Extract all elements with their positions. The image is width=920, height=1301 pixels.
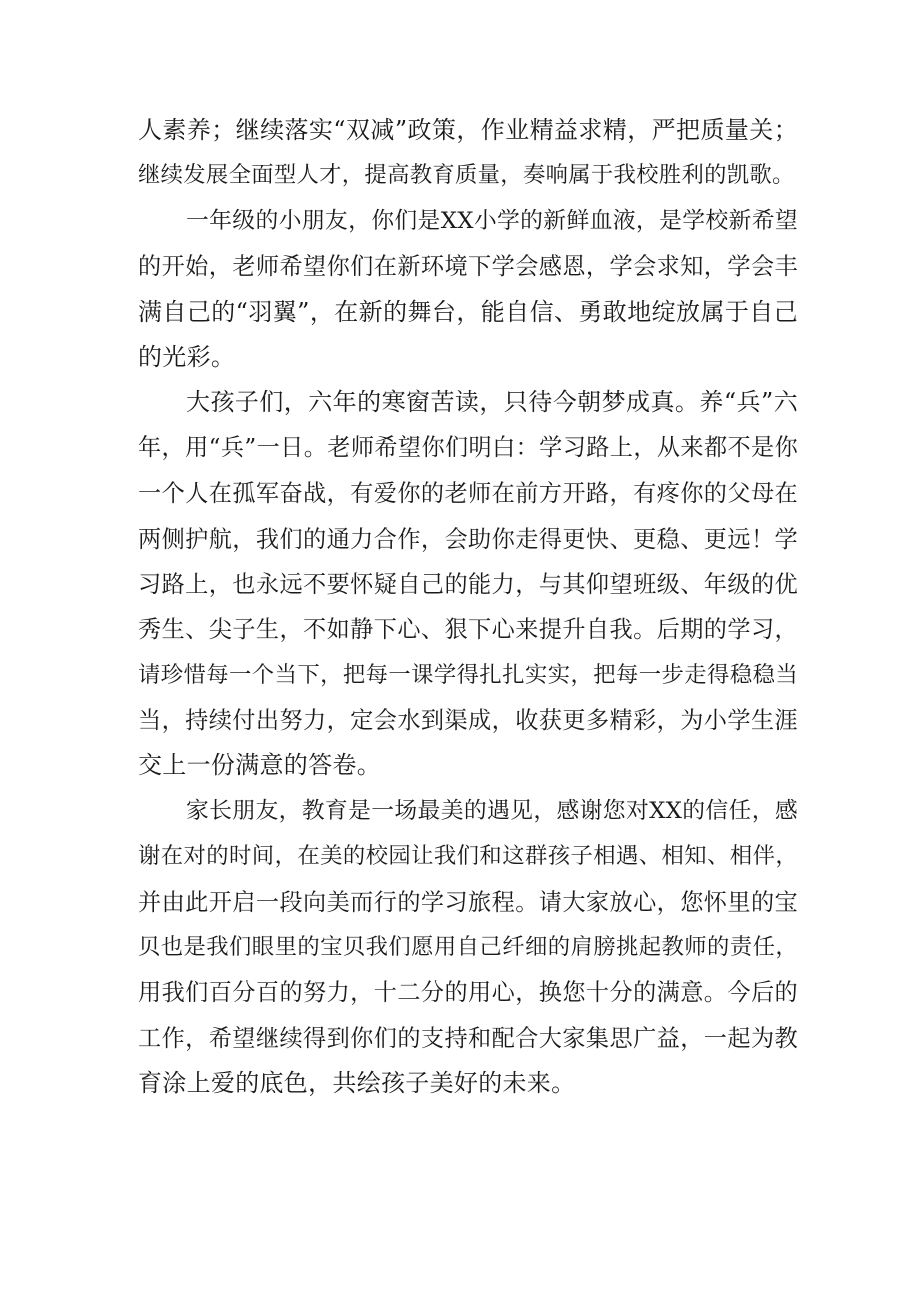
paragraph-line: 的光彩。 [138,342,236,371]
document-body [138,108,798,1107]
paragraph-3 [138,380,798,789]
paragraph-line: 工作，希望继续得到你们的支持和配合大家集思广益，一起为教 [138,1024,798,1052]
paragraph-line: 交上一份满意的答卷。 [138,751,381,780]
paragraph-line: 并由此开启一段向美而行的学习旅程。请大家放心，您怀里的宝 [138,888,798,916]
paragraph-line: 一个人在孤军奋战，有爱你的老师在前方开路，有疼你的父母在 [138,480,798,508]
paragraph-line: 的开始，老师希望你们在新环境下学会感恩，学会求知，学会丰 [138,253,798,281]
paragraph-line: 谢在对的时间，在美的校园让我们和这群孩子相遇、相知、相伴， [138,843,798,870]
paragraph-line: 秀生、尖子生，不如静下心、狠下心来提升自我。后期的学习， [138,616,798,644]
paragraph-2 [138,199,798,381]
paragraph-line: 家长朋友，教育是一场最美的遇见，感谢您对XX的信任，感 [186,797,798,824]
paragraph-line: 习路上，也永远不要怀疑自己的能力，与其仰望班级、年级的优 [138,570,798,598]
paragraph-line: 年，用“兵”一日。老师希望你们明白：学习路上，从来都不是你 [138,434,798,461]
paragraph-line: 一年级的小朋友，你们是XX小学的新鲜血液，是学校新希望 [186,207,798,234]
paragraph-line: 用我们百分百的努力，十二分的用心，换您十分的满意。今后的 [138,979,798,1007]
paragraph-1 [138,108,798,199]
paragraph-line: 继续发展全面型人才，提高教育质量，奏响属于我校胜利的凯歌。 [138,162,795,189]
paragraph-line: 当，持续付出努力，定会水到渠成，收获更多精彩，为小学生涯 [138,707,798,735]
paragraph-4 [138,789,798,1107]
paragraph-line: 人素养；继续落实“双减”政策，作业精益求精，严把质量关； [138,116,798,144]
paragraph-line: 贝也是我们眼里的宝贝我们愿用自己纤细的肩膀挑起教师的责任， [138,934,798,961]
paragraph-line: 两侧护航，我们的通力合作，会助你走得更快、更稳、更远！学 [138,525,798,553]
paragraph-line: 育涂上爱的底色，共绘孩子美好的未来。 [138,1069,576,1098]
paragraph-line: 大孩子们，六年的寒窗苦读，只待今朝梦成真。养“兵”六 [186,388,798,417]
paragraph-line: 请珍惜每一个当下，把每一课学得扎扎实实，把每一步走得稳稳当 [138,661,798,688]
paragraph-line: 满自己的“羽翼”，在新的舞台，能自信、勇敢地绽放属于自己 [138,297,798,326]
